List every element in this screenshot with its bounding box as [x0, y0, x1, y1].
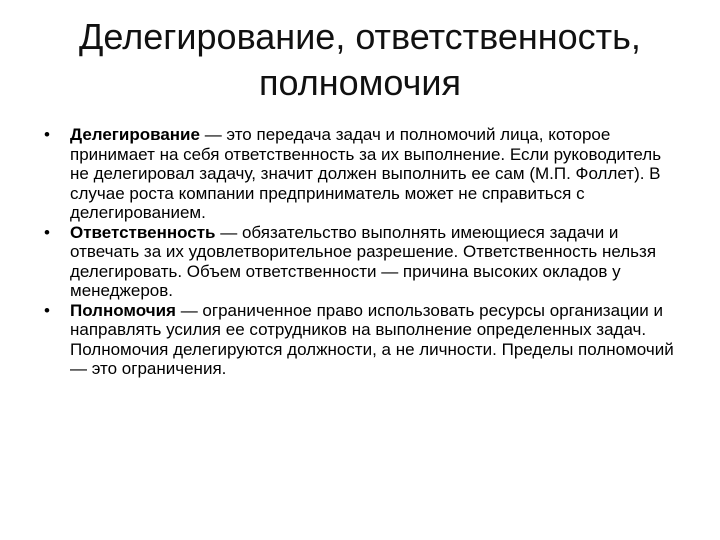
slide-title-line-2: полномочия — [259, 62, 461, 103]
bullet-term: Полномочия — [70, 300, 176, 320]
bullet-dot-icon: • — [44, 222, 50, 242]
slide-title — [20, 14, 700, 106]
bullet-text: — это передача задач и полномочий лица, которое принимает на себя ответственность за их выполнение. Если руководитель не делегировал задачу, значит должен выполнить ее сам (М.П. Фоллет). В случае роста компании предприниматель может не справиться с делегированием. — [70, 125, 662, 222]
bullet-list — [40, 125, 680, 379]
bullet-term: Делегирование — [70, 125, 200, 144]
bullet-item-responsibility — [40, 223, 680, 301]
bullet-text: — обязательство выполнять имеющиеся задачи и отвечать за их удовлетворительное разрешение. Ответственность нельзя делегировать. Объем ответственности — причина высоких окладов у менеджеров. — [70, 222, 657, 300]
bullet-item-delegation — [40, 125, 680, 223]
bullet-dot-icon: • — [44, 125, 50, 144]
slide-title-line-1: Делегирование, ответственность, — [79, 16, 641, 57]
bullet-dot-icon: • — [44, 300, 50, 320]
bullet-term: Ответственность — [70, 222, 216, 242]
bullet-text: — ограниченное право использовать ресурсы организации и направлять усилия ее сотрудников на выполнение определенных задач. Полномочия делегируются должности, а не личности. Пределы полномочий — это ограничения. — [70, 300, 674, 378]
bullet-item-authority — [40, 301, 680, 379]
